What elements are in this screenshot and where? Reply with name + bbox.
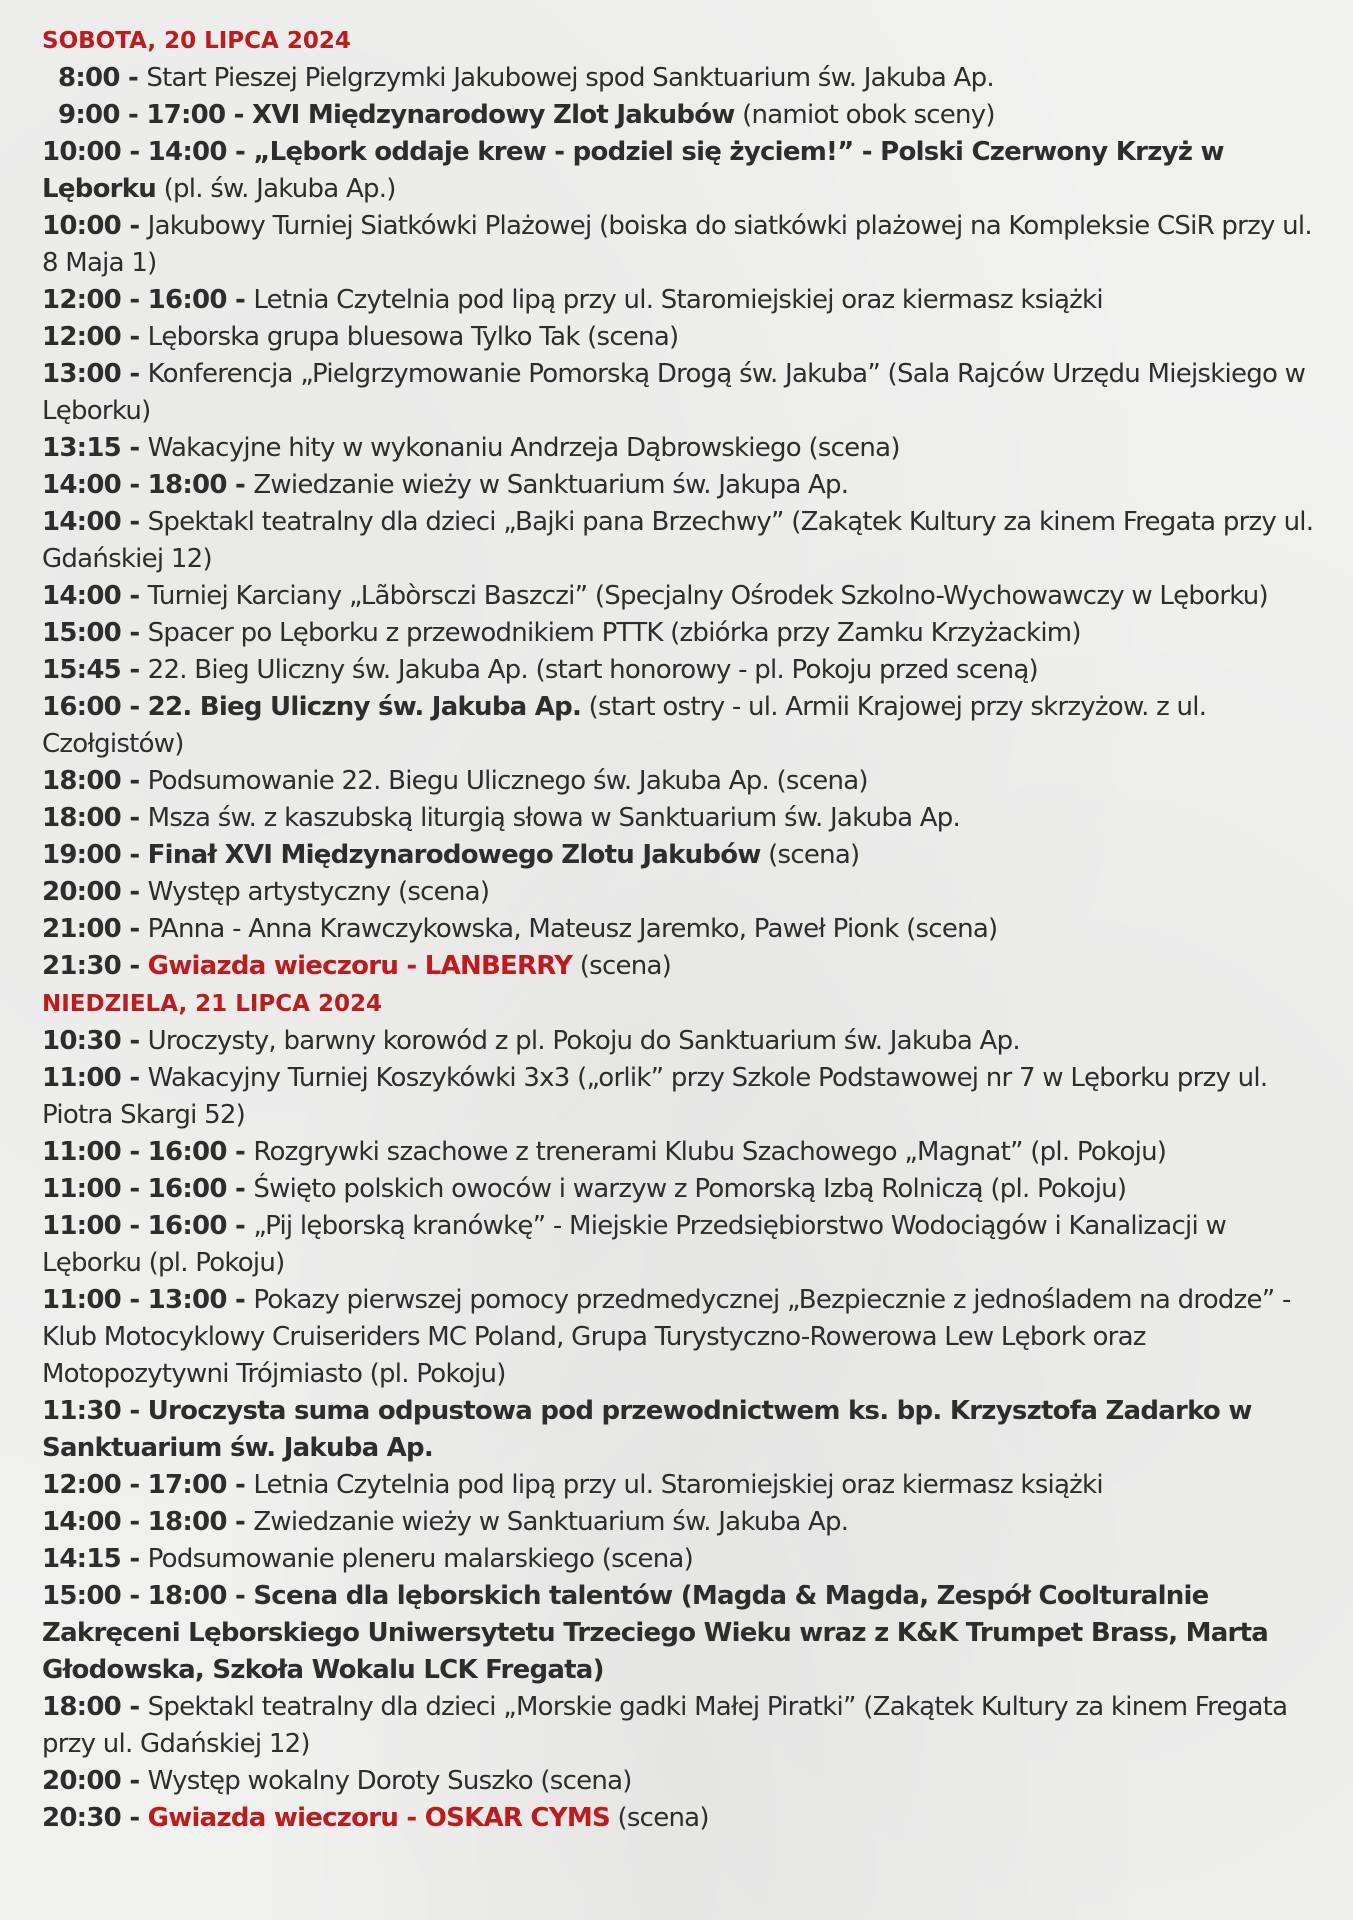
event-time: 20:00 - bbox=[42, 877, 148, 907]
event-title-bold: Scena dla lęborskich talentów (Magda & Magda, Zespół Coolturalnie Zakręceni Lęborskiego Uniwersytetu Trzeciego Wieku wraz z K&K Trumpet Brass, Marta Głodowska, Szkoła Wokalu LCK Fregata) bbox=[42, 1581, 1269, 1685]
event-time: 15:00 - 18:00 - bbox=[42, 1581, 254, 1611]
schedule-item bbox=[42, 1023, 1324, 1060]
schedule-item bbox=[42, 1060, 1324, 1134]
event-title-bold: 22. Bieg Uliczny św. Jakuba Ap. bbox=[147, 692, 582, 722]
schedule-item bbox=[42, 1467, 1324, 1504]
event-time: 15:45 - bbox=[42, 655, 148, 685]
schedule-item bbox=[42, 615, 1324, 652]
day-sunday bbox=[42, 985, 1324, 1837]
event-text: (start ostry - ul. Armii Krajowej przy skrzyżow. z ul. Czołgistów) bbox=[42, 692, 1207, 759]
event-time: 18:00 - bbox=[42, 1692, 148, 1722]
event-time: 11:00 - 13:00 - bbox=[42, 1285, 254, 1315]
event-text: (scena) bbox=[572, 951, 672, 981]
event-text: Uroczysty, barwny korowód z pl. Pokoju do Sanktuarium św. Jakuba Ap. bbox=[147, 1026, 1020, 1056]
event-text: Święto polskich owoców i warzyw z Pomorską Izbą Rolniczą (pl. Pokoju) bbox=[253, 1174, 1127, 1204]
event-time: 11:00 - bbox=[42, 1063, 148, 1093]
schedule-item bbox=[42, 504, 1324, 578]
event-text: Spacer po Lęborku z przewodnikiem PTTK (zbiórka przy Zamku Krzyżackim) bbox=[147, 618, 1081, 648]
event-text: Występ wokalny Doroty Suszko (scena) bbox=[147, 1766, 632, 1796]
event-time: 11:30 - bbox=[42, 1396, 148, 1426]
event-text: Msza św. z kaszubską liturgią słowa w Sanktuarium św. Jakuba Ap. bbox=[147, 803, 961, 833]
event-schedule bbox=[42, 22, 1324, 1837]
schedule-item bbox=[42, 1504, 1324, 1541]
event-time: 15:00 - bbox=[42, 618, 148, 648]
event-time: 14:00 - 18:00 - bbox=[42, 1507, 254, 1537]
event-text: Występ artystyczny (scena) bbox=[147, 877, 490, 907]
event-time: 13:00 - bbox=[42, 359, 148, 389]
event-text: Podsumowanie pleneru malarskiego (scena) bbox=[147, 1544, 694, 1574]
schedule-item bbox=[42, 134, 1324, 208]
event-title-bold: XVI Międzynarodowy Zlot Jakubów bbox=[251, 100, 735, 130]
event-list bbox=[42, 60, 1324, 985]
schedule-item bbox=[42, 97, 1324, 134]
event-time: 21:30 - bbox=[42, 951, 148, 981]
event-time: 8:00 - bbox=[58, 63, 147, 93]
day-heading: SOBOTA, 20 LIPCA 2024 bbox=[42, 28, 351, 54]
schedule-item bbox=[42, 319, 1324, 356]
event-time: 11:00 - 16:00 - bbox=[42, 1174, 254, 1204]
event-time: 20:00 - bbox=[42, 1766, 148, 1796]
event-text: Rozgrywki szachowe z trenerami Klubu Szachowego „Magnat” (pl. Pokoju) bbox=[253, 1137, 1167, 1167]
schedule-item bbox=[42, 948, 1324, 985]
event-time: 12:00 - 16:00 - bbox=[42, 285, 254, 315]
schedule-item bbox=[42, 1282, 1324, 1393]
event-text: Konferencja „Pielgrzymowanie Pomorską Drogą św. Jakuba” (Sala Rajców Urzędu Miejskiego w Lęborku) bbox=[42, 359, 1306, 426]
event-time: 10:00 - bbox=[42, 211, 148, 241]
schedule-item bbox=[42, 1134, 1324, 1171]
event-text: Letnia Czytelnia pod lipą przy ul. Staromiejskiej oraz kiermasz książki bbox=[253, 285, 1103, 315]
event-title-bold: Finał XVI Międzynarodowego Zlotu Jakubów bbox=[147, 840, 761, 870]
event-time: 18:00 - bbox=[42, 803, 148, 833]
event-title-bold: Uroczysta suma odpustowa pod przewodnictwem ks. bp. Krzysztofa Zadarko w Sanktuarium św. Jakuba Ap. bbox=[42, 1396, 1252, 1463]
event-time: 9:00 - 17:00 - bbox=[58, 100, 252, 130]
event-text: Zwiedzanie wieży w Sanktuarium św. Jakupa Ap. bbox=[253, 470, 849, 500]
event-text: Letnia Czytelnia pod lipą przy ul. Staromiejskiej oraz kiermasz książki bbox=[253, 1470, 1103, 1500]
schedule-item bbox=[42, 1171, 1324, 1208]
schedule-item bbox=[42, 60, 1324, 97]
schedule-item bbox=[42, 1578, 1324, 1689]
event-time: 12:00 - bbox=[42, 322, 148, 352]
event-text: Start Pieszej Pielgrzymki Jakubowej spod Sanktuarium św. Jakuba Ap. bbox=[146, 63, 994, 93]
event-text: (namiot obok sceny) bbox=[734, 100, 995, 130]
schedule-item bbox=[42, 652, 1324, 689]
event-text: (scena) bbox=[609, 1803, 709, 1833]
schedule-item bbox=[42, 356, 1324, 430]
event-time: 16:00 - bbox=[42, 692, 148, 722]
schedule-item bbox=[42, 1393, 1324, 1467]
schedule-item bbox=[42, 282, 1324, 319]
day-saturday bbox=[42, 22, 1324, 985]
schedule-item bbox=[42, 1689, 1324, 1763]
event-text: Spektakl teatralny dla dzieci „Morskie gadki Małej Piratki” (Zakątek Kultury za kinem Fregata przy ul. Gdańskiej 12) bbox=[42, 1692, 1288, 1759]
schedule-item bbox=[42, 1541, 1324, 1578]
schedule-item bbox=[42, 800, 1324, 837]
headliner-text: Gwiazda wieczoru - LANBERRY bbox=[147, 951, 573, 981]
event-text: PAnna - Anna Krawczykowska, Mateusz Jaremko, Paweł Pionk (scena) bbox=[147, 914, 998, 944]
event-text: 22. Bieg Uliczny św. Jakuba Ap. (start honorowy - pl. Pokoju przed sceną) bbox=[147, 655, 1038, 685]
event-text: Turniej Karciany „Lãbòrsczi Baszczi” (Specjalny Ośrodek Szkolno-Wychowawczy w Lęborku) bbox=[147, 581, 1268, 611]
event-title-bold: „Lębork oddaje krew - podziel się życiem!” - Polski Czerwony Krzyż w Lęborku bbox=[42, 137, 1224, 204]
event-text: „Pij lęborską kranówkę” - Miejskie Przedsiębiorstwo Wodociągów i Kanalizacji w Lęborku (pl. Pokoju) bbox=[42, 1211, 1226, 1278]
event-time: 14:00 - 18:00 - bbox=[42, 470, 254, 500]
event-text: Spektakl teatralny dla dzieci „Bajki pana Brzechwy” (Zakątek Kultury za kinem Fregata przy ul. Gdańskiej 12) bbox=[42, 507, 1314, 574]
event-time: 10:00 - 14:00 - bbox=[42, 137, 254, 167]
event-time: 14:00 - bbox=[42, 581, 148, 611]
event-text: Jakubowy Turniej Siatkówki Plażowej (boiska do siatkówki plażowej na Kompleksie CSiR przy ul. 8 Maja 1) bbox=[42, 211, 1312, 278]
schedule-item bbox=[42, 430, 1324, 467]
schedule-item bbox=[42, 578, 1324, 615]
event-list bbox=[42, 1023, 1324, 1837]
event-time: 19:00 - bbox=[42, 840, 148, 870]
event-text: (scena) bbox=[760, 840, 860, 870]
schedule-item bbox=[42, 1763, 1324, 1800]
schedule-item bbox=[42, 689, 1324, 763]
event-text: Podsumowanie 22. Biegu Ulicznego św. Jakuba Ap. (scena) bbox=[147, 766, 868, 796]
event-text: Lęborska grupa bluesowa Tylko Tak (scena) bbox=[147, 322, 679, 352]
schedule-item bbox=[42, 874, 1324, 911]
event-time: 14:15 - bbox=[42, 1544, 148, 1574]
event-time: 12:00 - 17:00 - bbox=[42, 1470, 254, 1500]
schedule-item bbox=[42, 837, 1324, 874]
event-time: 11:00 - 16:00 - bbox=[42, 1137, 254, 1167]
schedule-item bbox=[42, 1800, 1324, 1837]
event-time: 13:15 - bbox=[42, 433, 148, 463]
event-text: Pokazy pierwszej pomocy przedmedycznej „Bezpiecznie z jednośladem na drodze” - Klub Motocyklowy Cruiseriders MC Poland, Grupa Turystyczno-Rowerowa Lew Lębork oraz Motopozytywni Trójmiasto (pl. Pokoju) bbox=[42, 1285, 1291, 1389]
event-time: 11:00 - 16:00 - bbox=[42, 1211, 254, 1241]
day-heading: NIEDZIELA, 21 LIPCA 2024 bbox=[42, 991, 382, 1017]
event-time: 10:30 - bbox=[42, 1026, 148, 1056]
event-time: 21:00 - bbox=[42, 914, 148, 944]
event-time: 14:00 - bbox=[42, 507, 148, 537]
schedule-item bbox=[42, 208, 1324, 282]
event-text: Wakacyjny Turniej Koszykówki 3x3 („orlik” przy Szkole Podstawowej nr 7 w Lęborku przy ul. Piotra Skargi 52) bbox=[42, 1063, 1268, 1130]
event-text: (pl. św. Jakuba Ap.) bbox=[156, 174, 396, 204]
event-text: Zwiedzanie wieży w Sanktuarium św. Jakuba Ap. bbox=[253, 1507, 849, 1537]
event-time: 18:00 - bbox=[42, 766, 148, 796]
schedule-item bbox=[42, 763, 1324, 800]
schedule-item bbox=[42, 1208, 1324, 1282]
schedule-item bbox=[42, 911, 1324, 948]
event-time: 20:30 - bbox=[42, 1803, 148, 1833]
event-text: Wakacyjne hity w wykonaniu Andrzeja Dąbrowskiego (scena) bbox=[147, 433, 900, 463]
headliner-text: Gwiazda wieczoru - OSKAR CYMS bbox=[147, 1803, 610, 1833]
schedule-item bbox=[42, 467, 1324, 504]
